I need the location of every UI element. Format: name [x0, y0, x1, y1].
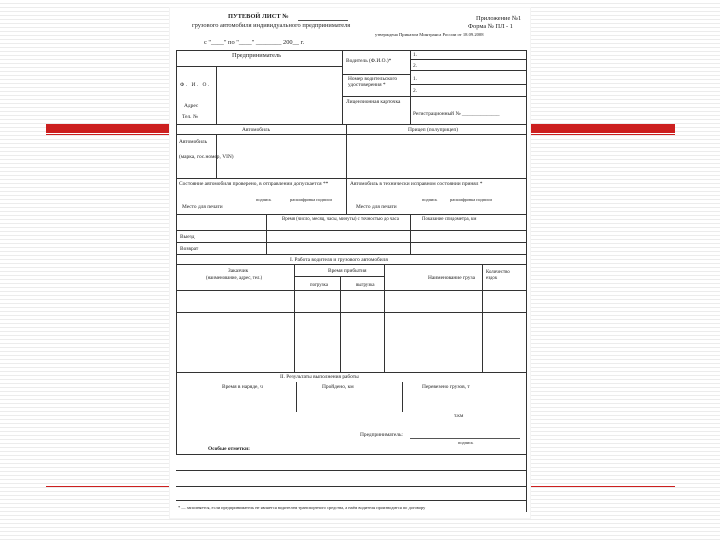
mileage-header: Пройдено, км [322, 384, 354, 390]
form-footnote: * — заполняется, если предприниматель не является водителем транспортного средства, а наём водителя производится по договору [178, 505, 426, 510]
return-row-label: Возврат [180, 246, 199, 252]
summary-unit: т.км [454, 413, 464, 419]
stamp-place-2: Место для печати [356, 204, 397, 210]
form-appendix: Приложение №1 [476, 15, 522, 22]
time-header: Время (число, месяц, часы, минуты) с точностью до часа [282, 217, 399, 222]
section-two-title: II. Результаты выполнения работы [280, 374, 359, 380]
fio-label: Ф. И. О. [180, 82, 211, 88]
exit-row-label: Выезд [180, 234, 195, 240]
form-approval-note: утверждена Приказом Минтранса России от 18.09.2008 [375, 32, 484, 37]
customer-col-header: Заказчик [228, 268, 249, 274]
date-range-line: с "____" по "____" ________ 200__ г. [204, 39, 305, 46]
form-code: Форма № ПЛ - 1 [468, 23, 513, 30]
stamp-place-1: Место для печати [182, 204, 223, 210]
phone-label: Тел. № [182, 114, 199, 120]
section-one-title: I. Работа водителя и грузового автомобиля [290, 257, 388, 263]
cargo-total-header: Перевезено грузов, т [422, 384, 470, 390]
total-time-header: Время в наряде, ч [222, 384, 263, 390]
cargo-name-header: Наименование груза [428, 275, 475, 281]
form-number-line [298, 20, 348, 21]
entrepreneur-header: Предприниматель [232, 52, 282, 59]
trailer-section-header: Прицеп (полуприцеп) [408, 127, 459, 133]
trips-count-header: Количество ездок [486, 270, 510, 281]
entrepreneur-sign-label: Предприниматель: [360, 432, 403, 438]
driver-license-label: Номер водительского удостоверения * [348, 76, 398, 88]
vehicle-reg-label: (марка, гос.номер, VIN) [179, 154, 234, 160]
form-subtitle: грузового автомобиля индивидуального предпринимателя [192, 22, 351, 29]
arrival-time-header: Время прибытия [328, 268, 367, 274]
form-title: ПУТЕВОЙ ЛИСТ № [228, 13, 289, 20]
odometer-header: Показание спидометра, км [422, 217, 477, 222]
waybill-form-document: ПУТЕВОЙ ЛИСТ № грузового автомобиля индивидуального предпринимателя Приложение №1 Форма № ПЛ - 1 утверждена Приказом Минтранса России от 18.09.2008 с "____" по "____" ________ 200__ г. Предприниматель Водитель (Ф.И.О.)* 1. 2. 1. 2. Номер водительского удостоверения * Лицензионная карточка Регистрационный № ______________ Ф. И. О. Адрес Тел. № Автомобиль Прицеп (полуприцеп) Автомобиль (марка, гос.номер, VIN) Состояние автомобиля проверено, в отправлении допускается ** Автомобиль в технически исправном состоянии принял * подпись расшифровка подписи подпись расшифровка подписи Место для печати Место для печати Время (число, месяц, часы, минуты) с точностью до часа Показание спидометра, км Выезд Возврат I. Работа водителя и грузового автомобиля Заказчик (наименование, адрес, тел.) Время прибытия погрузка выгрузка Наименование груза Количество ездок II. Результаты выполнения работы Время в наряде, ч Пройдено, км Перевезено грузов, т т.км Предприниматель: подпись Особые отметки: * — заполняется, если предприниматель не является водителем транспортного средства, а наём водителя производится по договору [170, 8, 530, 518]
registration-number: Регистрационный № ______________ [413, 111, 500, 117]
driver-fio-label: Водитель (Ф.И.О.)* [346, 58, 392, 64]
license-card-label: Лицензионная карточка [346, 99, 401, 105]
address-label: Адрес [184, 103, 199, 109]
notes-label: Особые отметки: [208, 446, 250, 452]
vehicle-model-label: Автомобиль [179, 139, 208, 145]
trailer-state-accepted: Автомобиль в технически исправном состоянии принял * [350, 181, 483, 187]
vehicle-state-checked: Состояние автомобиля проверено, в отправлении допускается ** [179, 181, 329, 187]
vehicle-section-header: Автомобиль [242, 127, 271, 133]
